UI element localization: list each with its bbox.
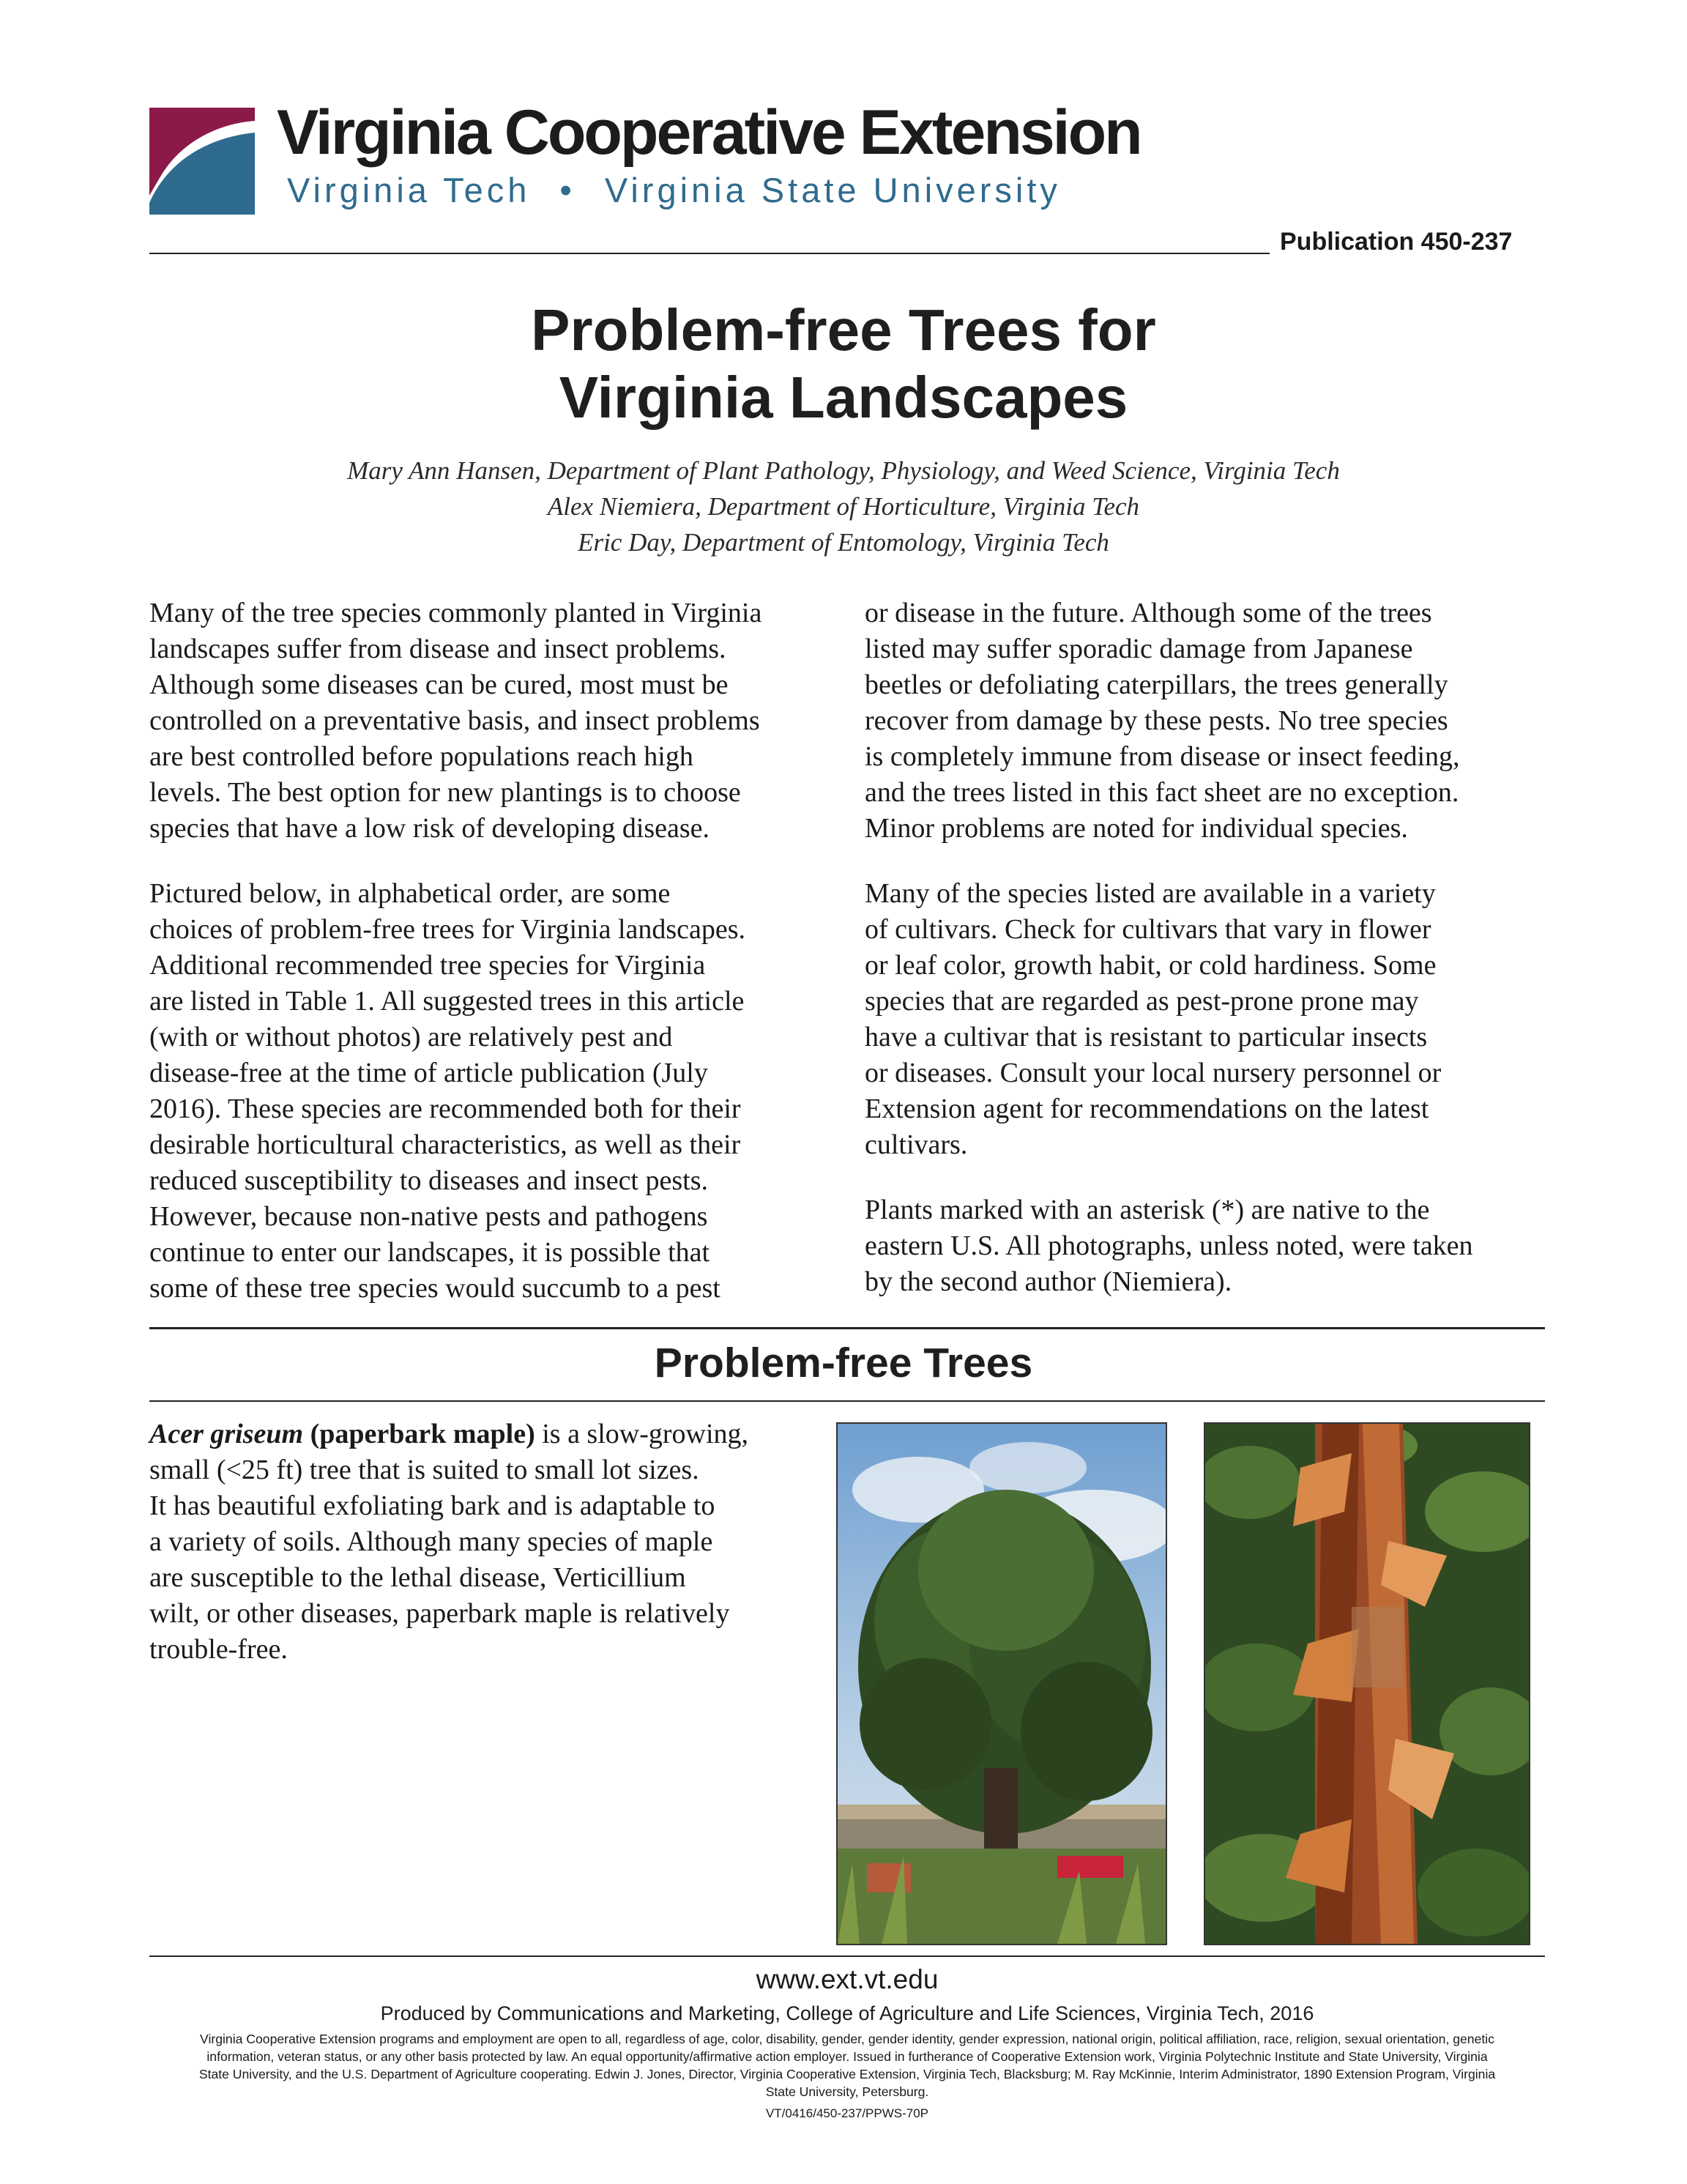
text-line: have a cultivar that is resistant to particular insects bbox=[865, 1022, 1428, 1052]
text-line: information, veteran status, or any other basis protected by law. An equal opportunity/affirmative action employer. Issued in furtherance of Cooperative Extension work, Virginia Polytechnic Institute and State University, Virginia bbox=[206, 2049, 1488, 2064]
body-column-left bbox=[149, 595, 838, 1307]
pictured-paragraph bbox=[149, 876, 838, 1307]
text-line: However, because non-native pests and pathogens bbox=[149, 1201, 708, 1232]
intro-paragraph bbox=[149, 595, 838, 847]
footer-legal-notice bbox=[149, 2030, 1545, 2101]
text-line: are susceptible to the lethal disease, Verticillium bbox=[149, 1562, 686, 1593]
text-line: small (<25 ft) tree that is suited to small lot sizes. bbox=[149, 1455, 699, 1485]
text-line: a variety of soils. Although many species of maple bbox=[149, 1526, 713, 1557]
text-line bbox=[149, 1416, 808, 1452]
author-line: Alex Niemiera, Department of Horticulture, Virginia Tech bbox=[547, 492, 1140, 521]
text-line: and the trees listed in this fact sheet are no exception. bbox=[865, 777, 1459, 808]
text-line: landscapes suffer from disease and insect problems. bbox=[149, 634, 726, 664]
text-line: It has beautiful exfoliating bark and is adaptable to bbox=[149, 1490, 715, 1521]
text-line: species that have a low risk of developing disease. bbox=[149, 813, 710, 844]
text-line: species that are regarded as pest-prone prone may bbox=[865, 986, 1419, 1017]
title-line-2: Virginia Landscapes bbox=[559, 365, 1128, 430]
author-list bbox=[0, 453, 1687, 560]
text-line: Minor problems are noted for individual species. bbox=[865, 813, 1408, 844]
footer-publication-code: VT/0416/450-237/PPWS-70P bbox=[765, 2106, 929, 2120]
publication-number: Publication 450-237 bbox=[1280, 228, 1513, 256]
text-line: of cultivars. Check for cultivars that vary in flower bbox=[865, 914, 1431, 945]
photo-paperbark-maple-bark bbox=[1204, 1422, 1530, 1945]
text-line: or diseases. Consult your local nursery personnel or bbox=[865, 1058, 1442, 1088]
cultivars-paragraph bbox=[865, 876, 1546, 1163]
footer-rule bbox=[149, 1955, 1545, 1957]
text-line: desirable horticultural characteristics, as well as their bbox=[149, 1129, 741, 1160]
text-line: State University, Petersburg. bbox=[765, 2084, 929, 2099]
text-line: are listed in Table 1. All suggested trees in this article bbox=[149, 986, 745, 1017]
text-line: continue to enter our landscapes, it is possible that bbox=[149, 1237, 710, 1268]
species-text-rest: is a slow-growing, bbox=[535, 1419, 749, 1449]
text-line: reduced susceptibility to diseases and insect pests. bbox=[149, 1165, 708, 1196]
text-line: controlled on a preventative basis, and insect problems bbox=[149, 705, 760, 736]
author-line: Mary Ann Hansen, Department of Plant Pathology, Physiology, and Weed Science, Virginia Tech bbox=[347, 456, 1340, 485]
text-line: is completely immune from disease or insect feeding, bbox=[865, 741, 1460, 772]
page-title bbox=[0, 297, 1687, 431]
photo-paperbark-maple-tree bbox=[836, 1422, 1167, 1945]
asterisk-paragraph bbox=[865, 1192, 1546, 1300]
text-line: cultivars. bbox=[865, 1129, 968, 1160]
text-line: Virginia Cooperative Extension programs and employment are open to all, regardless of age, color, disability, gender, gender identity, gender expression, national origin, political affiliation, race, religion, sexual orientation, genetic bbox=[200, 2032, 1494, 2046]
text-line: some of these tree species would succumb to a pest bbox=[149, 1273, 720, 1304]
text-line: listed may suffer sporadic damage from Japanese bbox=[865, 634, 1413, 664]
text-line: Plants marked with an asterisk (*) are native to the bbox=[865, 1195, 1430, 1225]
text-line: Pictured below, in alphabetical order, are some bbox=[149, 878, 671, 909]
text-line: Many of the species listed are available in a variety bbox=[865, 878, 1436, 909]
org-sub-separator: • bbox=[559, 171, 576, 209]
section-title: Problem-free Trees bbox=[654, 1340, 1033, 1386]
text-line: Many of the tree species commonly planted in Virginia bbox=[149, 598, 762, 628]
org-sub-virginia-tech: Virginia Tech bbox=[287, 171, 531, 209]
text-line: recover from damage by these pests. No tree species bbox=[865, 705, 1448, 736]
text-line: (with or without photos) are relatively pest and bbox=[149, 1022, 673, 1052]
section-rule-bottom bbox=[149, 1400, 1545, 1402]
text-line: are best controlled before populations reach high bbox=[149, 741, 693, 772]
footer-url[interactable]: www.ext.vt.edu bbox=[756, 1964, 939, 1994]
disease-paragraph bbox=[865, 595, 1546, 847]
header-rule bbox=[149, 253, 1270, 254]
text-line: 2016). These species are recommended both for their bbox=[149, 1093, 741, 1124]
title-line-1: Problem-free Trees for bbox=[531, 297, 1156, 363]
text-line: or disease in the future. Although some of the trees bbox=[865, 598, 1432, 628]
org-name: Virginia Cooperative Extension bbox=[277, 97, 1141, 168]
text-line: trouble-free. bbox=[149, 1634, 288, 1665]
text-line: disease-free at the time of article publication (July bbox=[149, 1058, 708, 1088]
species-latin-name: Acer griseum bbox=[149, 1419, 304, 1449]
author-line: Eric Day, Department of Entomology, Virginia Tech bbox=[578, 528, 1109, 557]
body-column-right bbox=[865, 595, 1546, 1300]
text-line: wilt, or other diseases, paperbark maple is relatively bbox=[149, 1598, 730, 1629]
text-line: by the second author (Niemiera). bbox=[865, 1266, 1232, 1297]
text-line: State University, and the U.S. Department of Agriculture cooperating. Edwin J. Jones, Director, Virginia Cooperative Extension, Virginia Tech, Blacksburg; M. Ray McKinnie, Interim Administrator, 1890 Extension Program, Virginia bbox=[198, 2067, 1496, 2081]
section-rule-top bbox=[149, 1327, 1545, 1329]
text-line: Extension agent for recommendations on the latest bbox=[865, 1093, 1429, 1124]
text-line: eastern U.S. All photographs, unless noted, were taken bbox=[865, 1230, 1473, 1261]
vce-logo-mark bbox=[149, 108, 255, 215]
species-entry-acer-griseum bbox=[149, 1416, 808, 1668]
footer-produced-by: Produced by Communications and Marketing, College of Agriculture and Life Sciences, Virginia Tech, 2016 bbox=[380, 2002, 1314, 2024]
text-line: or leaf color, growth habit, or cold hardiness. Some bbox=[865, 950, 1437, 981]
text-line: choices of problem-free trees for Virginia landscapes. bbox=[149, 914, 746, 945]
text-line: beetles or defoliating caterpillars, the trees generally bbox=[865, 669, 1448, 700]
org-subtitle bbox=[287, 173, 1061, 207]
species-common-name: (paperbark maple) bbox=[310, 1419, 535, 1449]
text-line: Although some diseases can be cured, most must be bbox=[149, 669, 729, 700]
org-sub-vsu: Virginia State University bbox=[604, 171, 1061, 209]
text-line: Additional recommended tree species for Virginia bbox=[149, 950, 706, 981]
text-line: levels. The best option for new plantings is to choose bbox=[149, 777, 741, 808]
